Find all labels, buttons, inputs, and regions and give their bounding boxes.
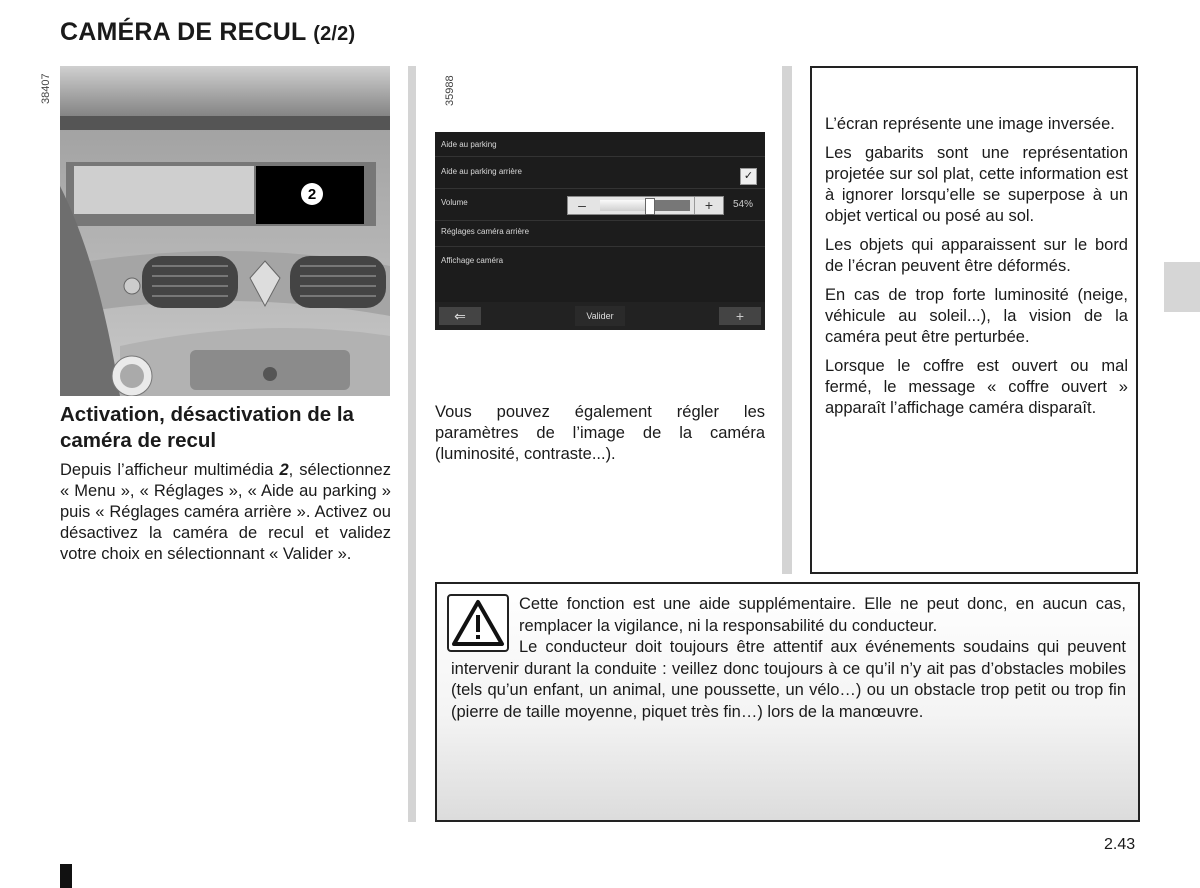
more-options-button[interactable]: + <box>719 307 761 325</box>
volume-track[interactable] <box>600 200 690 211</box>
dashboard-illustration <box>60 66 390 396</box>
note-paragraph: Lorsque le coffre est ouvert ou mal fermé, le message « coffre ouvert » apparaît l’affichage caméra disparaît. <box>825 357 1128 417</box>
callout-number: 2 <box>307 186 317 203</box>
menu-row-parking-aid[interactable]: Aide au parking <box>441 140 497 149</box>
warning-paragraph-2: Le conducteur doit toujours être attentif aux événements soudains qui peuvent intervenir durant la conduite : veillez donc toujours à ce qu’il n’y ait pas d’obstacles mobiles (tels qu’un enfant, un animal, une poussette, un vélo…) ou un obstacle trop petit ou trop fin (pierre de taille moyenne, piquet très fin…) lors de la manœuvre. <box>451 638 1126 721</box>
activation-instructions <box>60 460 391 565</box>
back-arrow-button[interactable]: ⇐ <box>439 307 481 325</box>
volume-slider[interactable] <box>567 196 724 215</box>
page-title <box>60 18 355 47</box>
menu-row-rear-camera-settings[interactable]: Réglages caméra arrière <box>441 227 530 236</box>
note-paragraph: Les gabarits sont une représentation projetée sur sol plat, cette information est à ignorer lorsqu’elle se superpose à un objet vertical ou posé au sol. <box>825 144 1128 225</box>
title-suffix: (2/2) <box>313 23 356 45</box>
screen-bottom-bar <box>435 302 765 330</box>
note-paragraph: Les objets qui apparaissent sur le bord de l’écran peuvent être déformés. <box>825 236 1128 275</box>
row-divider <box>435 156 765 157</box>
menu-row-volume: Volume <box>441 198 468 207</box>
page-number: 2.43 <box>1104 836 1136 853</box>
corner-mark <box>60 864 72 888</box>
dashboard-photo <box>60 66 390 396</box>
note-paragraph: L’écran représente une image inversée. <box>825 115 1115 133</box>
image-settings-text: Vous pouvez également régler les paramètres de l’image de la caméra (luminosité, contraste...). <box>435 403 765 463</box>
warning-box <box>435 582 1140 822</box>
validate-button[interactable]: Valider <box>575 306 625 326</box>
rear-parking-checkbox[interactable]: ✓ <box>740 168 757 185</box>
instructions-text-2: , sélectionnez « Menu », « Réglages », « Aide au parking » puis « Réglages caméra arrière ». Activez ou désactivez la caméra de recul et validez votre choix en sélectionnant « Valider ». <box>60 461 391 563</box>
notes-content <box>825 114 1128 427</box>
note-paragraph: En cas de trop forte luminosité (neige, véhicule au soleil...), la vision de la caméra peut être perturbée. <box>825 286 1128 346</box>
instructions-callout-ref: 2 <box>279 461 289 479</box>
menu-row-camera-display[interactable]: Affichage caméra <box>441 256 504 265</box>
volume-percent: 54% <box>733 199 754 210</box>
row-divider <box>435 220 765 221</box>
notes-box <box>810 66 1138 574</box>
menu-row-rear-parking-aid[interactable]: Aide au parking arrière <box>441 167 522 176</box>
column-separator-right <box>782 66 792 574</box>
volume-knob[interactable] <box>645 198 655 215</box>
title-text: CAMÉRA DE RECUL <box>60 18 307 46</box>
screen-reference-code: 35988 <box>444 75 456 106</box>
column-separator-left <box>408 66 416 822</box>
row-divider <box>435 188 765 189</box>
multimedia-screen <box>435 132 765 330</box>
volume-minus-button[interactable]: – <box>578 197 586 213</box>
volume-plus-button[interactable]: + <box>694 197 723 214</box>
warning-text <box>451 594 1126 723</box>
row-divider <box>435 246 765 247</box>
volume-fill <box>600 200 649 211</box>
section-heading: Activation, désactivation de la caméra de recul <box>60 403 354 452</box>
warning-paragraph-1: Cette fonction est une aide supplémentaire. Elle ne peut donc, en aucun cas, remplacer la vigilance, ni la responsabilité du conducteur. <box>519 595 1126 635</box>
instructions-text-1: Depuis l’afficheur multimédia <box>60 461 280 479</box>
photo-reference-code: 38407 <box>40 73 52 104</box>
chapter-tab <box>1164 262 1200 312</box>
